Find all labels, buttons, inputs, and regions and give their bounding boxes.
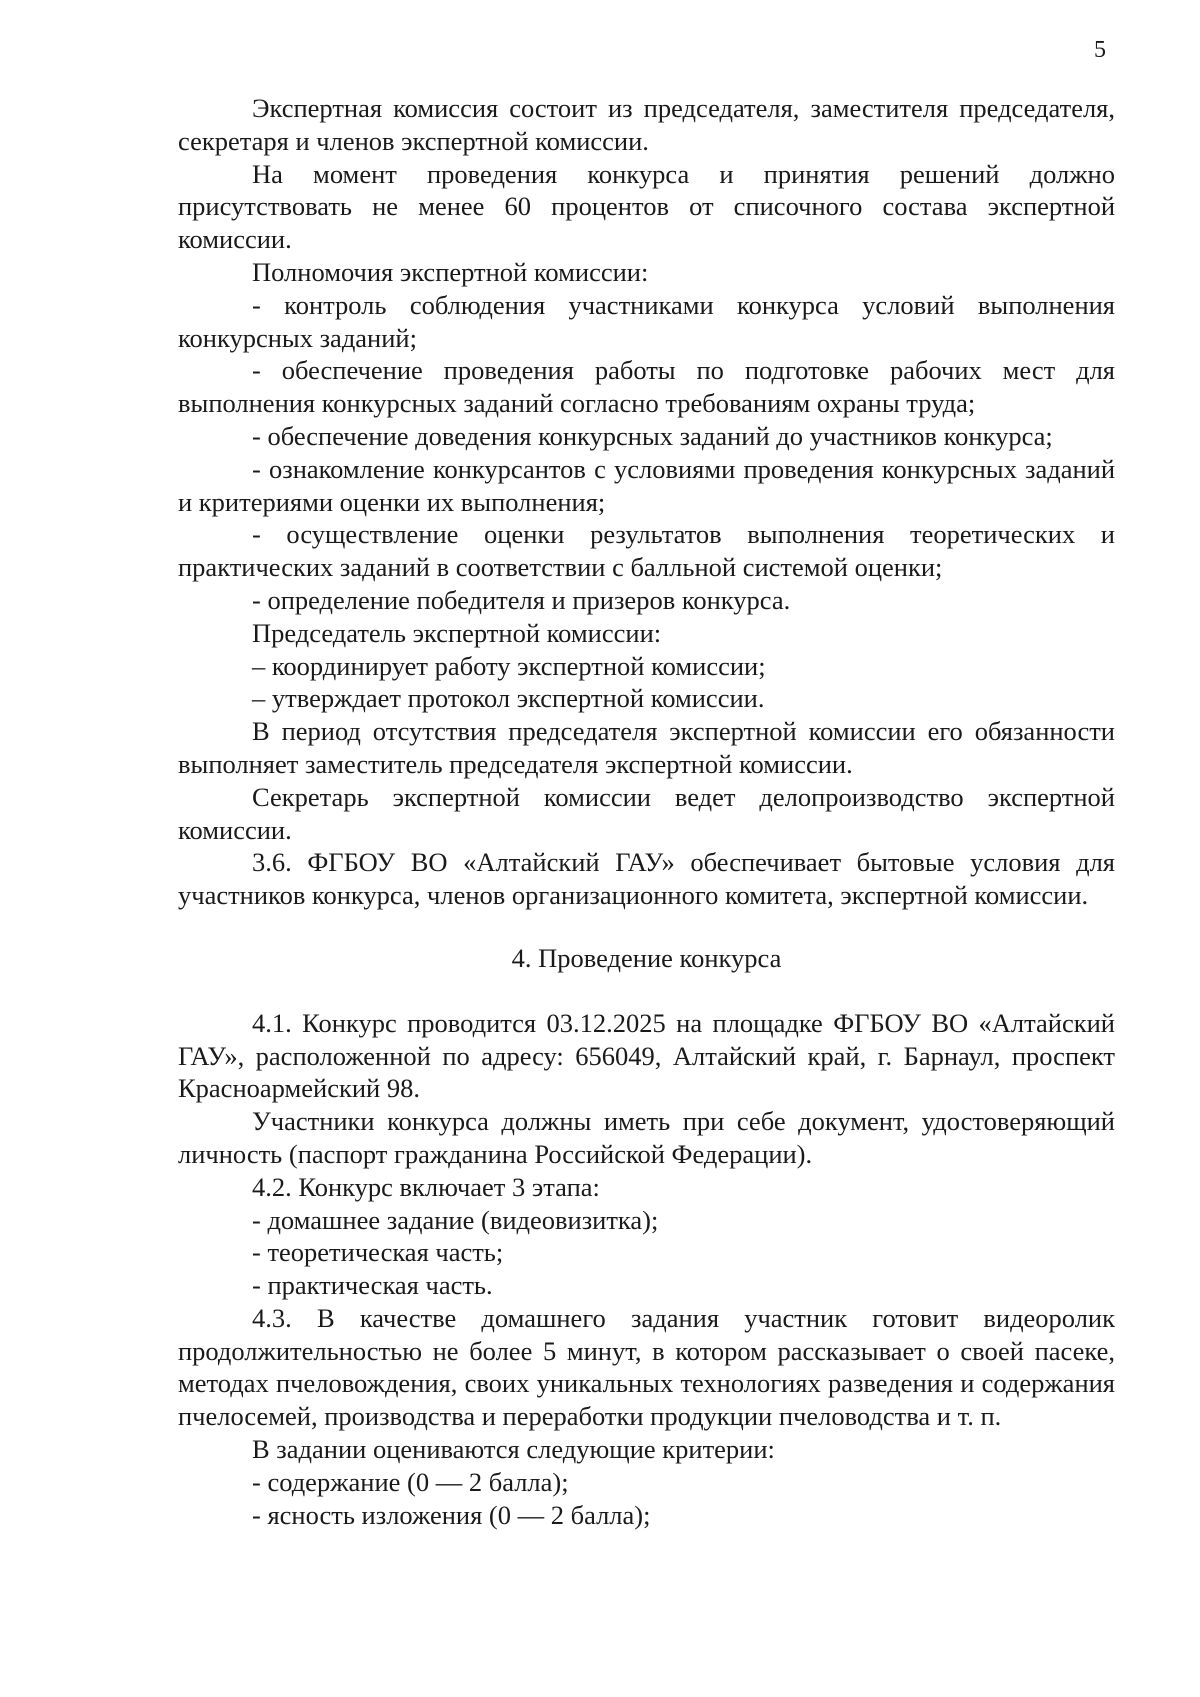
paragraph-quorum: На момент проведения конкурса и принятия решений должно присутствовать не менее 60 процентов от списочного состава экспертной комиссии.	[178, 158, 1115, 255]
document-body	[178, 92, 1115, 1531]
paragraph-secretary: Секретарь экспертной комиссии ведет делопроизводство экспертной комиссии.	[178, 781, 1115, 845]
paragraph-4-2: 4.2. Конкурс включает 3 этапа:	[252, 1171, 600, 1202]
paragraph-4-3: 4.3. В качестве домашнего задания участник готовит видеоролик продолжительностью не более 5 минут, в котором рассказывает о своей пасеке, методах пчеловождения, своих уникальных технологиях разведения и содержания пчелосемей, производства и переработки продукции пчеловодства и т. п.	[178, 1302, 1115, 1432]
list-item-chairman-coordinates: – координирует работу экспертной комиссии;	[252, 650, 766, 681]
list-item-criterion-clarity: - ясность изложения (0 — 2 балла);	[252, 1499, 651, 1530]
list-item-power-winners: - определение победителя и призеров конкурса.	[252, 584, 791, 615]
list-item-criterion-content: - содержание (0 — 2 балла);	[252, 1466, 569, 1497]
list-item-power-workplaces: - обеспечение проведения работы по подготовке рабочих мест для выполнения конкурсных заданий согласно требованиям охраны труда;	[178, 355, 1115, 419]
paragraph-deputy: В период отсутствия председателя экспертной комиссии его обязанности выполняет заместитель председателя экспертной комиссии.	[178, 716, 1115, 779]
paragraph-powers-intro: Полномочия экспертной комиссии:	[252, 256, 649, 287]
paragraph-participants-document: Участники конкурса должны иметь при себе документ, удостоверяющий личность (паспорт гражданина Российской Федерации).	[178, 1106, 1115, 1169]
list-item-power-familiarization: - ознакомление конкурсантов с условиями проведения конкурсных заданий и критериями оценки их выполнения;	[178, 453, 1115, 517]
list-item-power-evaluation: - осуществление оценки результатов выполнения теоретических и практических заданий в соответствии с балльной системой оценки;	[178, 519, 1115, 583]
section-heading: 4. Проведение конкурса	[511, 942, 782, 973]
list-item-power-control: - контроль соблюдения участниками конкурса условий выполнения конкурсных заданий;	[178, 289, 1115, 353]
paragraph-chairman-intro: Председатель экспертной комиссии:	[252, 617, 662, 648]
list-item-chairman-approves: – утверждает протокол экспертной комиссии.	[252, 683, 765, 714]
list-item-power-task-delivery: - обеспечение доведения конкурсных заданий до участников конкурса;	[252, 420, 1053, 451]
paragraph-criteria-intro: В задании оцениваются следующие критерии:	[252, 1434, 775, 1465]
paragraph-4-1: 4.1. Конкурс проводится 03.12.2025 на площадке ФГБОУ ВО «Алтайский ГАУ», расположенной по адресу: 656049, Алтайский край, г. Барнаул, проспект Красноармейский 98.	[178, 1007, 1115, 1104]
paragraph-commission-composition: Экспертная комиссия состоит из председателя, заместителя председателя, секретаря и членов экспертной комиссии.	[178, 93, 1115, 156]
paragraph-3-6: 3.6. ФГБОУ ВО «Алтайский ГАУ» обеспечивает бытовые условия для участников конкурса, членов организационного комитета, экспертной комиссии.	[178, 847, 1115, 911]
page-number: 5	[1094, 37, 1106, 63]
list-item-stage-practice: - практическая часть.	[252, 1270, 493, 1301]
list-item-stage-homework: - домашнее задание (видеовизитка);	[252, 1204, 659, 1235]
list-item-stage-theory: - теоретическая часть;	[252, 1237, 504, 1268]
